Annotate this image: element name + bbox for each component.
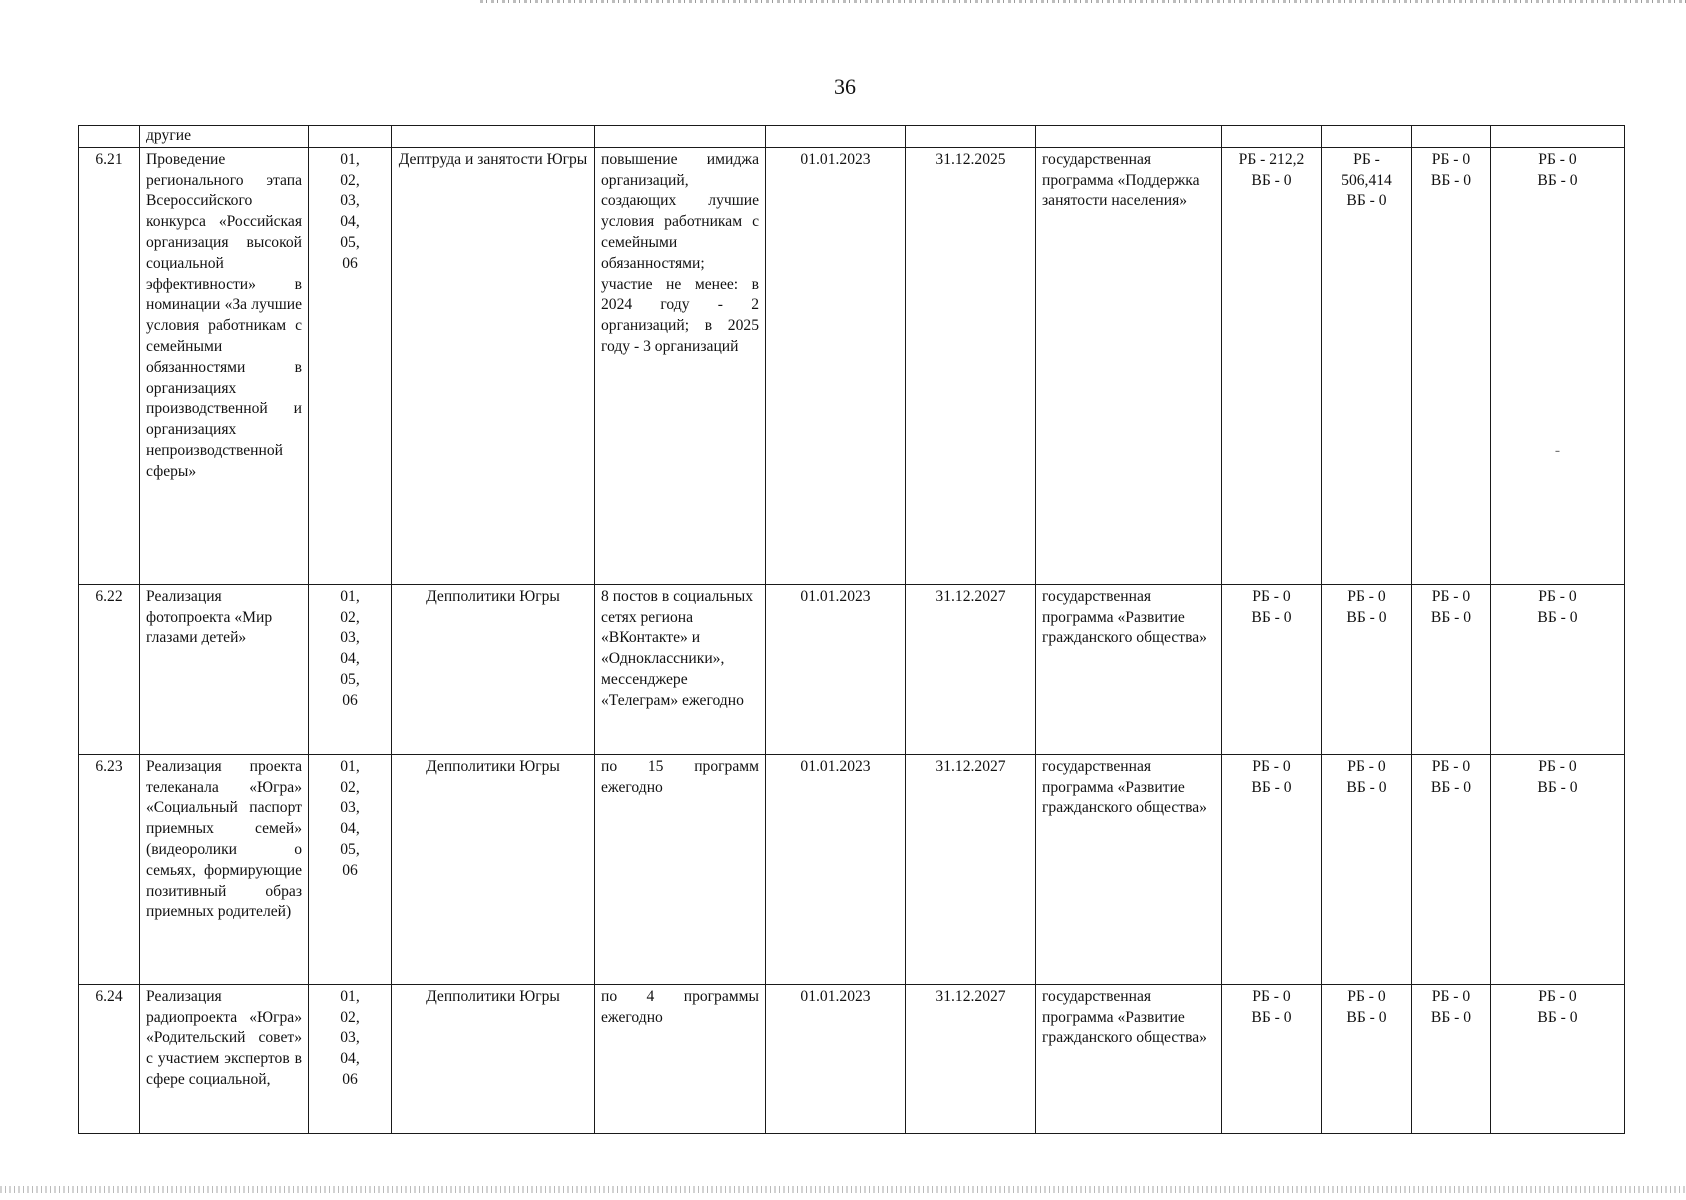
page-number: 36 bbox=[834, 74, 856, 99]
cell-num: 6.21 bbox=[79, 147, 140, 584]
cell-fin-4 bbox=[1491, 584, 1625, 754]
cell-end: 31.12.2027 bbox=[906, 584, 1036, 754]
fin-line: 506,414 bbox=[1341, 171, 1392, 189]
fin-line: ВБ - 0 bbox=[1346, 608, 1387, 626]
fin-line: РБ - 0 bbox=[1347, 587, 1386, 605]
table-row bbox=[79, 984, 1625, 1133]
cell-fin-1 bbox=[1222, 126, 1322, 148]
code-item: 06 bbox=[342, 254, 358, 272]
cell-fin-1 bbox=[1222, 147, 1322, 584]
code-item: 03, bbox=[340, 799, 360, 817]
cell-program: государственная программа «Развитие гражданского общества» bbox=[1036, 584, 1222, 754]
fin-line: РБ - 0 bbox=[1431, 757, 1471, 775]
fin-line: ВБ - 0 bbox=[1537, 1008, 1578, 1026]
cell-fin-3 bbox=[1412, 584, 1491, 754]
cell-num bbox=[79, 126, 140, 148]
code-item: 04, bbox=[340, 213, 360, 231]
cell-start: 01.01.2023 bbox=[766, 584, 906, 754]
code-item: 01, bbox=[340, 987, 360, 1005]
cell-name: Проведение регионального этапа Всероссийского конкурса «Российская организация высокой социальной эффективности» в номинации «За лучшие условия работникам с семейными обязанностями в организациях производственной и организациях непроизводственной сферы» bbox=[140, 147, 309, 584]
activity-table bbox=[78, 125, 1625, 1134]
fin-line: ВБ - 0 bbox=[1346, 1008, 1387, 1026]
fin-line: РБ - 0 bbox=[1252, 757, 1291, 775]
cell-fin-2 bbox=[1322, 584, 1412, 754]
fin-line: ВБ - 0 bbox=[1430, 1008, 1472, 1026]
code-item: 02, bbox=[340, 171, 360, 189]
cell-fin-4 bbox=[1491, 147, 1625, 584]
fin-line: ВБ - 0 bbox=[1346, 778, 1387, 796]
cell-result: по 15 программ ежегодно bbox=[595, 754, 766, 984]
cell-start: 01.01.2023 bbox=[766, 984, 906, 1133]
fin-line: ВБ - 0 bbox=[1537, 778, 1578, 796]
fin-line: РБ - 0 bbox=[1538, 757, 1577, 775]
code-item: 04, bbox=[340, 650, 360, 668]
cell-fin-2 bbox=[1322, 984, 1412, 1133]
fin-line: РБ - 0 bbox=[1347, 987, 1386, 1005]
fin-line: ВБ - 0 bbox=[1346, 192, 1387, 210]
spacer bbox=[1497, 191, 1618, 441]
cell-fin-3 bbox=[1412, 754, 1491, 984]
fin-line: ВБ - 0 bbox=[1251, 608, 1292, 626]
cell-result bbox=[595, 126, 766, 148]
table-row bbox=[79, 147, 1625, 584]
table-row-continuation bbox=[79, 126, 1625, 148]
fin-line: РБ - 0 bbox=[1252, 587, 1291, 605]
cell-program: государственная программа «Развитие гражданского общества» bbox=[1036, 754, 1222, 984]
scan-artifact-top bbox=[480, 0, 1686, 3]
fin-line: ВБ - 0 bbox=[1430, 171, 1472, 189]
cell-name: Реализация фотопроекта «Мир глазами детей» bbox=[140, 584, 309, 754]
cell-fin-1 bbox=[1222, 584, 1322, 754]
cell-end bbox=[906, 126, 1036, 148]
fin-line: РБ - 0 bbox=[1431, 587, 1471, 605]
code-item: 06 bbox=[342, 861, 358, 879]
fin-line: РБ - 0 bbox=[1347, 757, 1386, 775]
cell-fin-4 bbox=[1491, 984, 1625, 1133]
cell-result: 8 постов в социальных сетях региона «ВКонтакте» и «Одноклассники», мессенджере «Телеграм» ежегодно bbox=[595, 584, 766, 754]
code-item: 01, bbox=[340, 587, 360, 605]
fin-line: ВБ - 0 bbox=[1430, 778, 1472, 796]
code-item: 03, bbox=[340, 629, 360, 647]
cell-executor: Дептруда и занятости Югры bbox=[392, 147, 595, 584]
stray-mark: - bbox=[1554, 442, 1561, 460]
code-item: 04, bbox=[340, 820, 360, 838]
cell-num: 6.24 bbox=[79, 984, 140, 1133]
code-item: 04, bbox=[340, 1050, 360, 1068]
cell-program: государственная программа «Поддержка занятости населения» bbox=[1036, 147, 1222, 584]
cell-fin-1 bbox=[1222, 984, 1322, 1133]
cell-result: повышение имиджа организаций, создающих лучшие условия работникам с семейными обязанностями; участие не менее: в 2024 году - 2 организаций; в 2025 году - 3 организаций bbox=[595, 147, 766, 584]
code-item: 01, bbox=[340, 757, 360, 775]
cell-fin-4 bbox=[1491, 754, 1625, 984]
cell-end: 31.12.2027 bbox=[906, 984, 1036, 1133]
fin-line: РБ - 0 bbox=[1538, 587, 1577, 605]
cell-result: по 4 программы ежегодно bbox=[595, 984, 766, 1133]
code-item: 02, bbox=[340, 608, 360, 626]
cell-start: 01.01.2023 bbox=[766, 147, 906, 584]
code-item: 05, bbox=[340, 233, 360, 251]
scan-artifact-bottom bbox=[0, 1186, 1686, 1193]
cell-fin-2 bbox=[1322, 754, 1412, 984]
cell-codes bbox=[309, 147, 392, 584]
fin-line: ВБ - 0 bbox=[1430, 608, 1472, 626]
fin-line: ВБ - 0 bbox=[1251, 171, 1292, 189]
cell-codes bbox=[309, 754, 392, 984]
code-item: 06 bbox=[342, 691, 358, 709]
cell-executor: Депполитики Югры bbox=[392, 984, 595, 1133]
cell-name: Реализация проекта телеканала «Югра» «Социальный паспорт приемных семей» (видеоролики о семьях, формирующие позитивный образ приемных родителей) bbox=[140, 754, 309, 984]
cell-name: Реализация радиопроекта «Югра» «Родительский совет» с участием экспертов в сфере социальной, bbox=[140, 984, 309, 1133]
cell-fin-2 bbox=[1322, 147, 1412, 584]
cell-name: другие bbox=[140, 126, 309, 148]
table-row bbox=[79, 584, 1625, 754]
code-item: 06 bbox=[342, 1070, 358, 1088]
fin-line: РБ - 0 bbox=[1252, 987, 1291, 1005]
cell-executor: Депполитики Югры bbox=[392, 754, 595, 984]
cell-program bbox=[1036, 126, 1222, 148]
cell-num: 6.22 bbox=[79, 584, 140, 754]
fin-line: РБ - bbox=[1353, 150, 1380, 168]
fin-line: ВБ - 0 bbox=[1537, 608, 1578, 626]
cell-fin-3 bbox=[1412, 147, 1491, 584]
code-item: 02, bbox=[340, 1008, 360, 1026]
fin-line: ВБ - 0 bbox=[1251, 1008, 1292, 1026]
cell-start bbox=[766, 126, 906, 148]
code-item: 03, bbox=[340, 192, 360, 210]
fin-line: ВБ - 0 bbox=[1251, 778, 1292, 796]
fin-line: РБ - 0 bbox=[1431, 150, 1471, 168]
cell-codes bbox=[309, 584, 392, 754]
cell-fin-3 bbox=[1412, 984, 1491, 1133]
fin-line: РБ - 0 bbox=[1431, 987, 1471, 1005]
cell-fin-1 bbox=[1222, 754, 1322, 984]
code-item: 05, bbox=[340, 840, 360, 858]
table-row bbox=[79, 754, 1625, 984]
fin-line: ВБ - 0 bbox=[1537, 171, 1578, 189]
cell-start: 01.01.2023 bbox=[766, 754, 906, 984]
code-item: 03, bbox=[340, 1029, 360, 1047]
cell-end: 31.12.2025 bbox=[906, 147, 1036, 584]
cell-fin-2 bbox=[1322, 126, 1412, 148]
cell-program: государственная программа «Развитие гражданского общества» bbox=[1036, 984, 1222, 1133]
cell-codes bbox=[309, 984, 392, 1133]
cell-end: 31.12.2027 bbox=[906, 754, 1036, 984]
cell-num: 6.23 bbox=[79, 754, 140, 984]
cell-executor bbox=[392, 126, 595, 148]
cell-fin-3 bbox=[1412, 126, 1491, 148]
fin-line: РБ - 0 bbox=[1538, 987, 1577, 1005]
code-item: 01, bbox=[340, 150, 360, 168]
fin-line: РБ - 0 bbox=[1538, 150, 1577, 168]
cell-fin-4 bbox=[1491, 126, 1625, 148]
code-item: 02, bbox=[340, 778, 360, 796]
cell-codes bbox=[309, 126, 392, 148]
fin-line: РБ - 212,2 bbox=[1238, 150, 1305, 168]
cell-executor: Депполитики Югры bbox=[392, 584, 595, 754]
code-item: 05, bbox=[340, 670, 360, 688]
